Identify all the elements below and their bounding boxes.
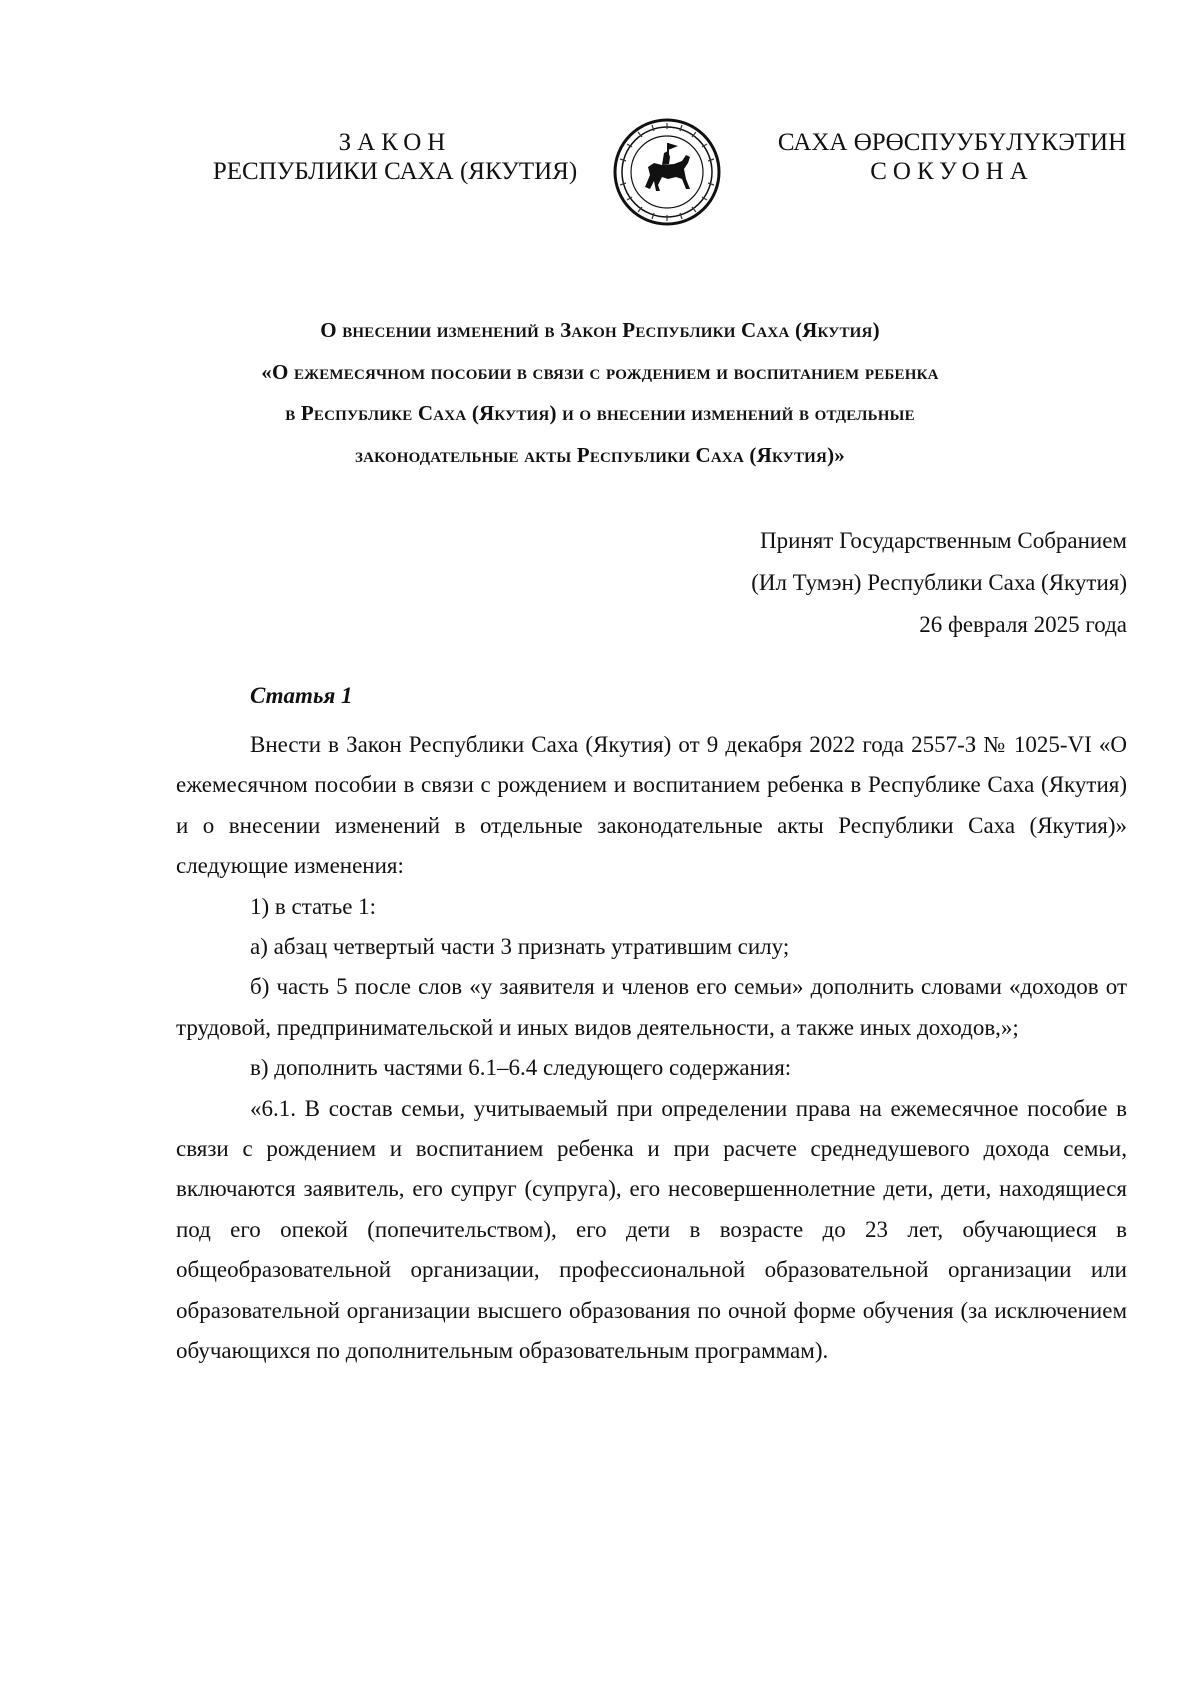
header-left-line2: РЕСПУБЛИКИ САХА (ЯКУТИЯ) xyxy=(212,158,578,185)
article-body xyxy=(176,725,1127,1372)
header-right xyxy=(772,128,1132,186)
adopted-date: 26 февраля 2025 года xyxy=(919,612,1127,637)
title-line1: О внесении изменений в Закон Республики Саха (Якутия) xyxy=(320,318,880,342)
adopted-line2: (Ил Тумэн) Республики Саха (Якутия) xyxy=(751,570,1127,595)
document-title xyxy=(160,310,1040,476)
paragraph: 1) в статье 1: xyxy=(250,893,377,919)
title-line3: в Республике Саха (Якутия) и о внесении изменений в отдельные xyxy=(285,401,915,425)
adopted-line1: Принят Государственным Собранием xyxy=(759,528,1127,553)
title-line2: «О ежемесячном пособии в связи с рождением и воспитанием ребенка xyxy=(261,359,939,384)
paragraph: «6.1. В состав семьи, учитываемый при определении права на ежемесячное пособие в связи с рождением и воспитанием ребенка и при расчете среднедушевого дохода семьи, включаются заявитель, его супруг (супруга), его несовершеннолетние дети, дети, находящиеся под его опекой (попечительством), его дети в возрасте до 23 лет, обучающиеся в общеобразовательной организации, профессиональной образовательной организации или образовательной организации высшего образования по очной форме обучения (за исключением обучающихся по дополнительным образовательным программам). xyxy=(176,1095,1127,1364)
header-left-line1: ЗАКОН xyxy=(338,129,452,156)
adoption-block xyxy=(607,520,1127,646)
header-right-line2: СОКУОНА xyxy=(870,158,1034,185)
article-heading: Статья 1 xyxy=(250,683,353,708)
paragraph: Внести в Закон Республики Саха (Якутия) от 9 декабря 2022 года 2557-З № 1025-VI «О ежемесячном пособии в связи с рождением и воспитанием ребенка в Республике Саха (Якутия) и о внесении изменений в отдельные законодательные акты Республики Саха (Якутия)» следующие изменения: xyxy=(176,732,1127,879)
paragraph: в) дополнить частями 6.1–6.4 следующего содержания: xyxy=(250,1055,792,1081)
paragraph: б) часть 5 после слов «у заявителя и членов его семьи» дополнить словами «доходов от трудовой, предпринимательской и иных видов деятельности, а также иных доходов,»; xyxy=(176,974,1127,1040)
header-right-line1: САХА ӨРӨСПУУБҮЛҮКЭТИН xyxy=(777,129,1127,156)
title-line4: законодательные акты Республики Саха (Якутия)» xyxy=(355,442,845,467)
paragraph: а) абзац четвертый части 3 признать утратившим силу; xyxy=(250,934,790,960)
header-left xyxy=(205,128,585,186)
sakha-coat-of-arms-icon xyxy=(612,117,722,227)
